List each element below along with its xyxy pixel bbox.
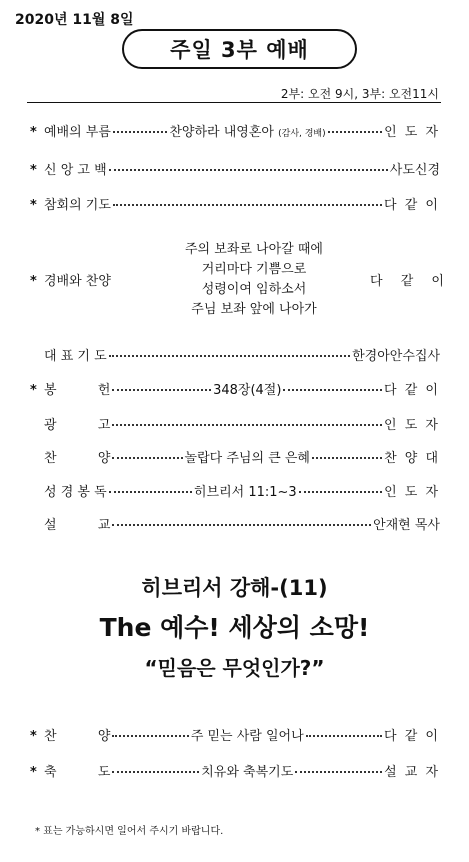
leader-dots [109,491,192,493]
order-item-person: 다 같 이 [384,728,440,744]
leader-dots [112,457,182,459]
stand-marker: * [30,274,37,289]
order-item-content: 찬양하라 내영혼아 [169,124,274,140]
footnote: * 표는 가능하시면 일어서 주시기 바랍니다. [35,826,224,837]
order-item-label: 예배의 부름 [44,124,111,140]
leader-dots [113,204,382,206]
leader-dots [306,735,382,737]
order-item-content: 놀랍다 주님의 큰 은혜 [184,450,310,466]
leader-dots [112,735,188,737]
leader-dots [112,771,199,773]
order-item-label: 설 교 [44,517,111,533]
hymn-song: 성령이여 임하소서 [201,282,307,297]
sermon-subtitle: “믿음은 무엇인가?” [144,656,325,680]
leader-dots [299,491,382,493]
stand-marker: * [30,197,37,213]
order-item-person: 찬 양 대 [384,450,441,466]
order-item-label: 신 앙 고 백 [44,162,107,178]
stand-marker: * [30,728,37,744]
service-title-box [122,29,357,69]
order-item-content: 주 믿는 사람 일어나 [190,728,304,744]
order-item-label: 대 표 기 도 [44,348,107,364]
bulletin-date: 2020년 11월 8일 [15,12,134,28]
order-item-person: 다 같 이 [384,197,440,213]
stand-marker: * [30,382,37,398]
order-item-label: 참회의 기도 [44,197,111,213]
order-item-person: 다 같 이 [384,382,440,398]
order-item-label: 축 도 [44,764,111,780]
order-item-person: 한경아안수집사 [352,348,440,364]
service-times: 2부: 오전 9시, 3부: 오전11시 [280,87,439,101]
hymn-song-list [170,240,338,320]
hymn-label: * 경배와 찬양 [30,274,111,289]
leader-dots [109,355,350,357]
header-divider [27,102,441,103]
order-row [30,413,440,433]
hymn-song: 주의 보좌로 나아갈 때에 [185,242,323,257]
order-row [30,378,440,398]
order-row [30,724,440,744]
leader-dots [312,457,382,459]
leader-dots [328,131,382,133]
hymn-person: 다 같 이 [370,274,451,289]
order-item-content: 348장(4절) [213,382,282,398]
order-item-person: 인 도 자 [384,484,441,500]
order-item-person: 설 교 자 [384,764,441,780]
order-item-label: 봉 헌 [44,382,111,398]
order-item-note: (감사, 경배) [278,128,326,139]
order-row [30,480,440,500]
hymn-song: 거리마다 기쁨으로 [201,262,307,277]
order-item-person: 인 도 자 [384,124,441,140]
leader-dots [113,131,167,133]
order-row [30,158,440,178]
order-item-content: 히브리서 11:1~3 [193,484,297,500]
order-item-person: 사도신경 [389,162,440,178]
leader-dots [109,169,388,171]
leader-dots [112,389,211,391]
hymn-song: 주님 보좌 앞에 나아가 [191,302,317,317]
order-row [30,193,440,213]
order-row [30,446,440,466]
order-item-content: 치유와 축복기도 [201,764,294,780]
order-row [30,513,440,533]
leader-dots [283,389,382,391]
order-item-person: 안재현 목사 [373,517,440,533]
order-item-person: 인 도 자 [384,417,440,433]
order-row [30,760,440,780]
sermon-title: The 예수! 세상의 소망! [99,613,370,642]
leader-dots [112,424,382,426]
order-item-label: 찬 양 [44,450,111,466]
order-item-label: 찬 양 [44,728,111,744]
order-row [30,120,440,140]
stand-marker: * [30,124,37,140]
order-item-label: 광 고 [44,417,111,433]
service-title: 주일 3부 예배 [170,38,309,62]
sermon-series: 히브리서 강해-(11) [141,576,328,600]
stand-marker: * [30,162,37,178]
order-row [30,344,440,364]
order-item-label: 성 경 봉 독 [44,484,107,500]
leader-dots [295,771,382,773]
stand-marker: * [30,764,37,780]
leader-dots [112,524,371,526]
